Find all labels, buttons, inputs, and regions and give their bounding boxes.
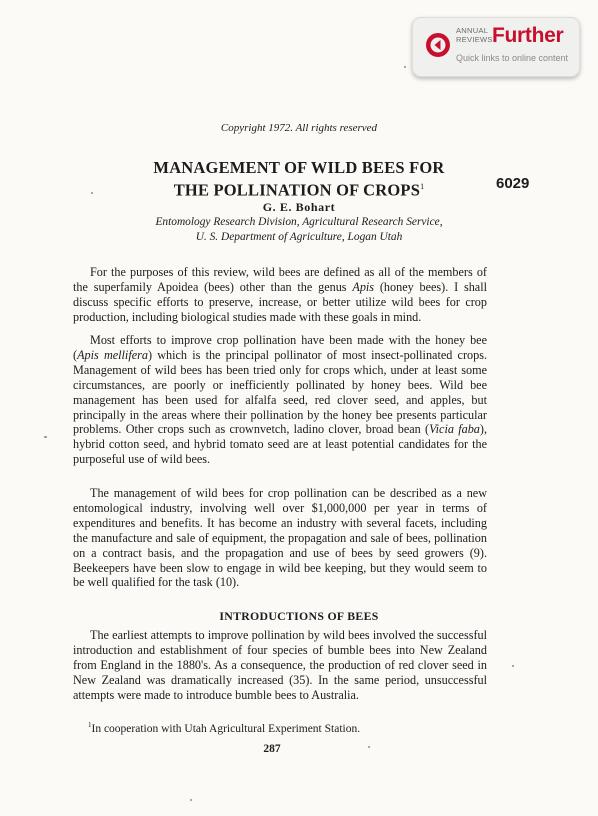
title-line-1: MANAGEMENT OF WILD BEES FOR — [153, 158, 445, 177]
scan-speck — [44, 436, 47, 438]
scan-speck — [368, 746, 370, 748]
paragraph-2: Most efforts to improve crop pollination have been made with the honey bee (Apis mellifera) which is the principal pollinator of most insect-pollinated crops. Management of wild bees has been tried only for crops which, under at least some circumstances, are poorly or inefficiently pollinated by honey bees. Wild bee management has been used for alfalfa seed, red clover seed, and apples, but principally in the areas where their pollination by the honey bee presents particular problems. Other crops such as crownvetch, ladino clover, broad bean (Vicia faba), hybrid cotton seed, and hybrid tomato seed are at least potential candidates for the purposeful use of wild bees. — [73, 333, 488, 467]
author-affiliation: Entomology Research Division, Agricultural Research Service, U. S. Department of Agriculture, Logan Utah — [155, 216, 443, 243]
paragraph-1: For the purposes of this review, wild bees are defined as all of the members of the superfamily Apoidea (bees) other than the genus Apis (honey bees). I shall discuss specific efforts to preserve, increase, or better utilize wild bees for crop production, including biological studies made with these goals in mind. — [73, 265, 487, 324]
page-folio: 287 — [263, 743, 281, 755]
title-footnote-mark: 1 — [420, 182, 425, 191]
footnote-mark: 1 — [88, 721, 92, 729]
scan-speck — [512, 665, 514, 667]
scan-speck — [190, 799, 192, 801]
scan-speck — [91, 192, 93, 194]
further-brand: Further — [492, 24, 564, 47]
page-number-stamp: 6029 — [496, 175, 530, 192]
scan-speck — [404, 66, 406, 68]
annual-reviews-label: ANNUAL REVIEWS — [456, 26, 493, 44]
paragraph-3: The management of wild bees for crop pollination can be described as a new entomological industry, involving well over $1,000,000 per year in terms of expenditures and benefits. It has become an industry with several facets, including the manufacture and sale of equipment, the propagation and sale of bees, pollination on a contract basis, and the propagation and use of bees by seed growers (9). Beekeepers have been slow to engage in wild bee keeping, but they would seem to be well qualified for the task (10). — [73, 486, 487, 590]
further-badge[interactable] — [412, 17, 580, 77]
footnote — [88, 721, 360, 735]
paragraph-4: The earliest attempts to improve pollination by wild bees involved the successful introduction and establishment of four species of bumble bees into New Zealand from England in the 1880's. As a consequence, the production of red clover seed in New Zealand was dramatically increased (35). In the same period, unsuccessful attempts were made to introduce bumble bees to Australia. — [73, 628, 487, 702]
further-subtitle: Quick links to online content — [456, 53, 569, 63]
copyright-notice: Copyright 1972. All rights reserved — [220, 122, 378, 134]
title-line-2: THE POLLINATION OF CROPS$^1$ — [173, 180, 425, 200]
footnote-text: In cooperation with Utah Agricultural Experiment Station. — [91, 722, 361, 735]
section-heading: INTRODUCTIONS OF BEES — [219, 609, 379, 623]
author-name: G. E. Bohart — [262, 200, 336, 214]
annual-reviews-logo-icon — [425, 32, 451, 58]
